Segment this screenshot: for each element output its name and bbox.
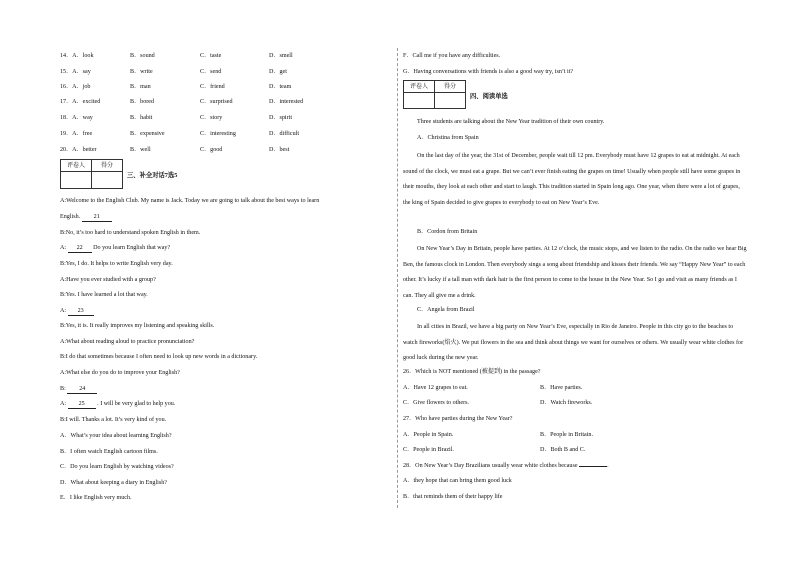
option-b: B．man: [130, 84, 151, 90]
dialogue-line: [60, 400, 175, 409]
option-a: 19．A．free: [60, 131, 93, 137]
option-b: B．well: [130, 147, 151, 153]
dialogue-line: A:Have you ever studied with a group?: [60, 277, 156, 283]
dialogue-line: A:What about reading aloud to practice pronunciation?: [60, 339, 195, 345]
blank-28[interactable]: [579, 466, 607, 467]
dialogue-line: A:What else do you do to improve your English?: [60, 370, 180, 376]
option-b: B．bored: [130, 99, 155, 105]
reading-intro: Three students are talking about the New Year tradition of their own country.: [417, 119, 605, 125]
q28-option-a[interactable]: A．they hope that can bring them good luck: [403, 478, 512, 484]
option-a: 14．A．look: [60, 53, 94, 59]
line-text: . I will be very glad to help you.: [97, 401, 176, 407]
option-a: 18．A．way: [60, 115, 93, 121]
blank-22[interactable]: 22: [68, 245, 92, 253]
blank-21[interactable]: 21: [82, 214, 112, 222]
passage-c-text: In all cities in Brazil, we have a big party on New Year’s Eve, especially in Rio de Janeiro. People in this city go to the beaches to watch fireworks(焰火). We put flowers in the sea and think about things we want for ourselves or others. We usually wear white clothes for good luck during the new year.: [403, 324, 744, 362]
grader-label: 评卷人: [61, 160, 92, 172]
option-a: 17．A．excited: [60, 99, 101, 105]
passage-b-text: On New Year’s Day in Britain, people have parties. At 12 o’clock, the music stops, and we listen to the radio. On the radio we hear Big Ben, the famous clock in London. Then everybody sings a song about friendship and kisses their friends. We say “Happy New Year” to each other. It’s lucky if a tall man with dark hair is the first person to come to the house in the New Year. So I go and visit as many friends as I can. They all give me a drink.: [403, 246, 747, 299]
q26-option-c[interactable]: C．Give flowers to others.: [403, 400, 470, 406]
option-d: D．difficult: [269, 131, 300, 137]
option-item: E．I like English very much.: [60, 495, 132, 501]
option-item: A．What’s your idea about learning English?: [60, 433, 172, 439]
line-text: A:: [60, 308, 67, 314]
dialogue-line: B:Yes. I have learned a lot that way.: [60, 292, 148, 298]
option-c: C．send: [200, 69, 222, 75]
score-cell[interactable]: [435, 93, 466, 109]
option-item: G．Having conversations with friends is also a good way try, isn’t it?: [403, 69, 574, 75]
dialogue-line: B:I do that sometimes because I often need to look up new words in a dictionary.: [60, 354, 258, 360]
option-b: B．write: [130, 69, 153, 75]
option-item: B．I often watch English cartoon films.: [60, 449, 158, 455]
q28-option-b[interactable]: B．that reminds them of their happy life: [403, 494, 503, 500]
section-title: 四、阅读单选: [470, 93, 508, 100]
dialogue-line: [60, 307, 94, 316]
dialogue-line: [60, 244, 170, 253]
score-label: 得分: [435, 81, 466, 93]
dialogue-line: B:I will. Thanks a lot. It’s very kind of you.: [60, 417, 167, 423]
line-text: Do you learn English that way?: [93, 245, 171, 251]
column-divider: [397, 48, 398, 508]
dialogue-line: B:Yes, it is. It really improves my listening and speaking skills.: [60, 323, 215, 329]
passage-a-heading: A．Christina from Spain: [417, 135, 479, 141]
line-text: A:: [60, 245, 67, 251]
q26-option-b[interactable]: B．Have parties.: [540, 385, 583, 391]
score-table: [403, 80, 466, 109]
option-c: C．surprised: [200, 99, 233, 105]
line-text: B:: [60, 386, 66, 392]
dialogue-line: A:Welcome to the English Club. My name is Jack. Today we are going to talk about the best ways to learn: [60, 198, 320, 204]
option-d: D．team: [269, 84, 292, 90]
line-text: A:: [60, 401, 67, 407]
q26-option-d[interactable]: D．Watch fireworks.: [540, 400, 593, 406]
passage-c-heading: C．Angela from Brazil: [417, 307, 475, 313]
dialogue-line: B:No, it’s too hard to understand spoken English in them.: [60, 230, 201, 236]
passage-a-text: On the last day of the year, the 31st of December, people wait till 12 pm. Everybody must have 12 grapes to eat at midnight. At each sound of the clock, we must eat a grape. But we can’t ever finish eating the grapes on time! Usually when people still have some grapes in their mouths, they look at each other and start to laugh. This tradition started in Spain long ago. One year, when there were a lot of grapes, the king of Spain decided to give grapes to everybody to eat on New Year’s Eve.: [403, 153, 741, 206]
option-item: F．Call me if you have any difficulties.: [403, 53, 501, 59]
option-item: C．Do you learn English by watching videos?: [60, 464, 174, 470]
q27-option-d[interactable]: D．Both B and C.: [540, 447, 586, 453]
option-a: 20．A．better: [60, 147, 97, 153]
option-c: C．friend: [200, 84, 225, 90]
option-b: B．expensive: [130, 131, 165, 137]
option-a: 16．A．job: [60, 84, 91, 90]
grader-cell[interactable]: [404, 93, 435, 109]
blank-25[interactable]: 25: [68, 401, 96, 409]
score-label: 得分: [92, 160, 123, 172]
question-28-text: 28．On New Year’s Day Brazilians usually wear white clothes because: [403, 463, 578, 469]
question-28: [403, 462, 609, 470]
option-b: B．sound: [130, 53, 155, 59]
option-d: D．best: [269, 147, 290, 153]
grader-cell[interactable]: [61, 172, 92, 189]
option-c: C．taste: [200, 53, 222, 59]
passage-b-heading: B．Cordon from Britain: [417, 229, 478, 235]
question-26: 26．Which is NOT mentioned (被提到) in the passage?: [403, 369, 541, 375]
section-title: 三、补全对话7选5: [127, 172, 178, 179]
option-c: C．interesting: [200, 131, 236, 137]
option-d: D．get: [269, 69, 287, 75]
option-b: B．habit: [130, 115, 153, 121]
score-cell[interactable]: [92, 172, 123, 189]
option-c: C．good: [200, 147, 223, 153]
option-a: 15．A．say: [60, 69, 91, 75]
question-27: 27．Who have parties during the New Year?: [403, 416, 513, 422]
q26-option-a[interactable]: A．Have 12 grapes to eat.: [403, 385, 468, 391]
q27-option-b[interactable]: B．People in Britain.: [540, 432, 593, 438]
option-item: D．What about keeping a diary in English?: [60, 480, 167, 486]
score-table: [60, 159, 123, 189]
dialogue-line: B:Yes, I do. It helps to write English very day.: [60, 261, 173, 267]
q27-option-c[interactable]: C．People in Brazil.: [403, 447, 454, 453]
option-c: C．story: [200, 115, 223, 121]
option-d: D．interested: [269, 99, 304, 105]
dialogue-line: [60, 213, 112, 222]
line-text: English.: [60, 214, 81, 220]
blank-23[interactable]: 23: [68, 308, 94, 316]
period: .: [607, 463, 609, 469]
blank-24[interactable]: 24: [67, 386, 97, 394]
option-d: D．smell: [269, 53, 293, 59]
option-d: D．spirit: [269, 115, 293, 121]
dialogue-line: [60, 385, 97, 394]
q27-option-a[interactable]: A．People in Spain.: [403, 432, 454, 438]
grader-label: 评卷人: [404, 81, 435, 93]
